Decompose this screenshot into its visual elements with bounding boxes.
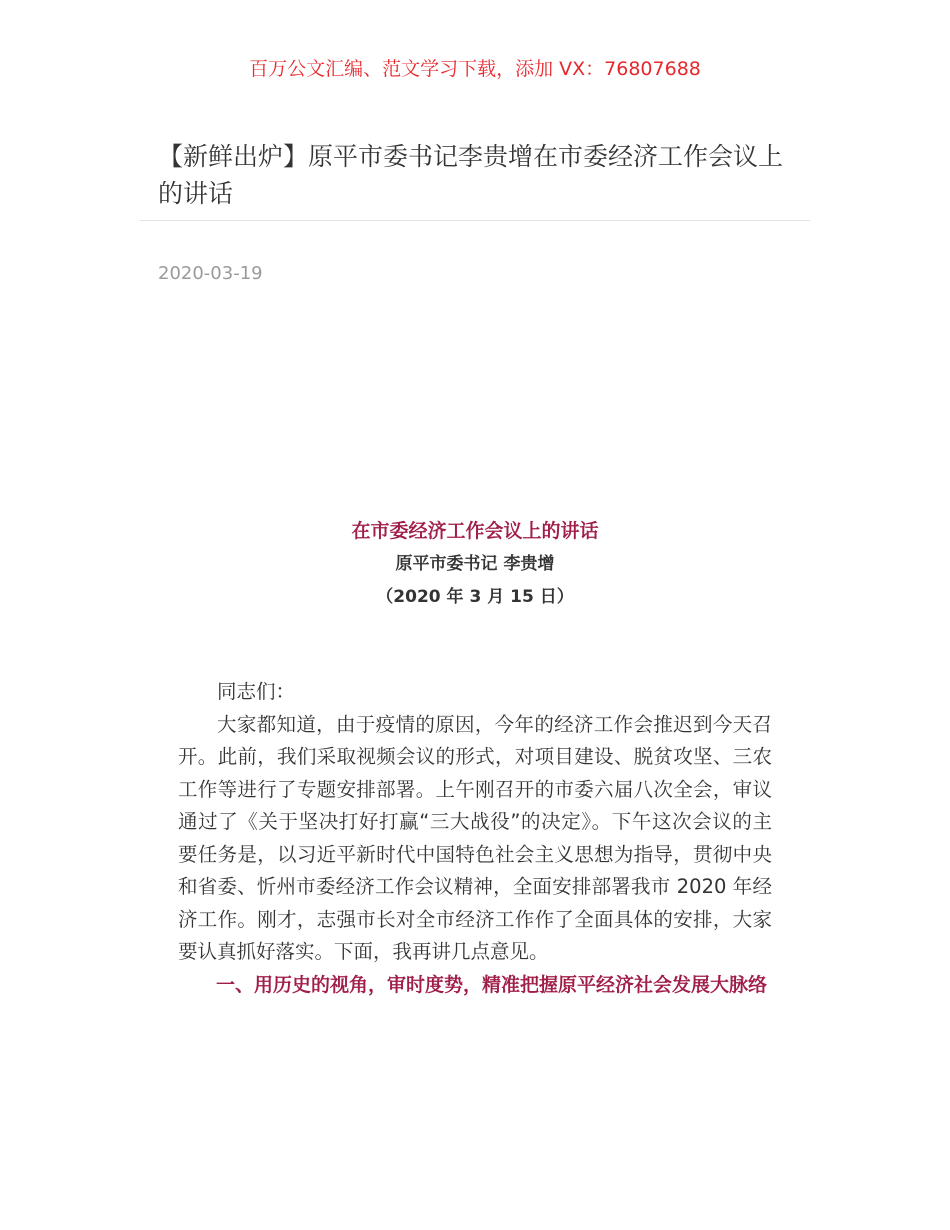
section-heading: 一、用历史的视角，审时度势，精准把握原平经济社会发展大脉络 [216, 973, 768, 996]
body-paragraph: 大家都知道，由于疫情的原因，今年的经济工作会推迟到今天召开。此前，我们采取视频会议的形式，对项目建设、脱贫攻坚、三农工作等进行了专题安排部署。上午刚召开的市委六届八次全会，审议通过了《关于坚决打好打赢“三大战役”的决定》。下午这次会议的主要任务是，以习近平新时代中国特色社会主义思想为指导，贯彻中央和省委、忻州市委经济工作会议精神，全面安排部署我市 2020 年经济工作。刚才，志强市长对全市经济工作作了全面具体的安排，大家要认真抓好落实。下面，我再讲几点意见。 [178, 712, 772, 963]
promo-banner: 百万公文汇编、范文学习下载，添加 VX：76807688 [249, 58, 701, 80]
speech-title: 在市委经济工作会议上的讲话 [351, 520, 599, 542]
speech-date: （2020 年 3 月 15 日） [376, 587, 574, 607]
speech-author: 原平市委书记 李贵增 [395, 554, 555, 574]
publish-date: 2020-03-19 [158, 263, 263, 284]
speech-header [0, 515, 950, 614]
article-title: 【新鲜出炉】原平市委书记李贵增在市委经济工作会议上的讲话 [158, 142, 784, 208]
salutation: 同志们： [217, 680, 296, 703]
title-divider [140, 220, 810, 221]
speech-body [178, 676, 772, 1001]
